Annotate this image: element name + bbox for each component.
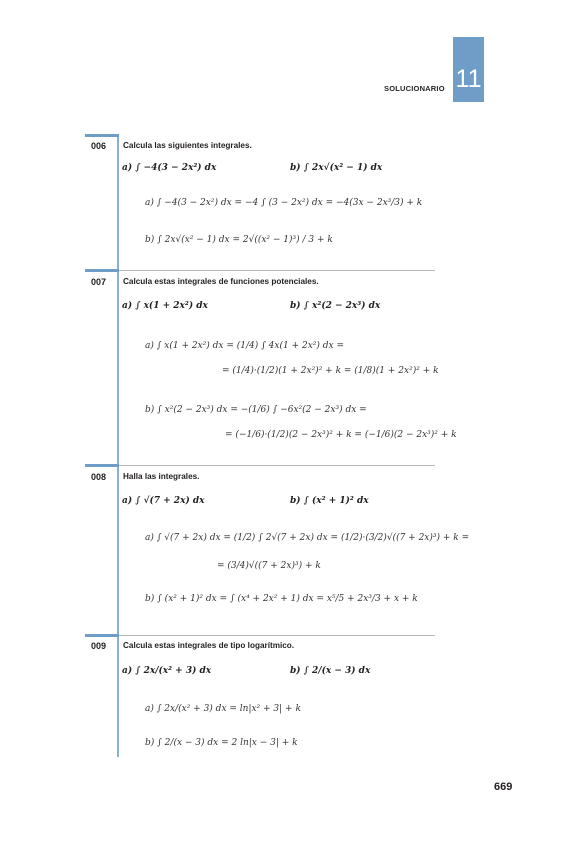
exercise-number: 008 (91, 472, 107, 482)
problem-b: b) ∫ (x² + 1)² dx (290, 496, 369, 506)
problem-b: b) ∫ 2x√(x² − 1) dx (290, 163, 383, 173)
solution-line: = (−1/6)·(1/2)(2 − 2x³)² + k = (−1/6)(2 − 2x³)² + k (225, 430, 457, 440)
problem-b: b) ∫ x²(2 − 2x³) dx (290, 301, 381, 311)
solution-line: b) ∫ 2x√(x² − 1) dx = 2√((x² − 1)³) / 3 + k (145, 235, 333, 245)
separator (119, 270, 435, 271)
solution-line: a) ∫ x(1 + 2x²) dx = (1/4) ∫ 4x(1 + 2x²) dx = (145, 341, 344, 351)
exercise-number: 006 (91, 141, 107, 151)
exercise-number: 007 (91, 277, 107, 287)
exercise-bar (85, 634, 119, 637)
exercise-number: 009 (91, 641, 107, 651)
page-number: 669 (494, 781, 513, 793)
separator (119, 465, 435, 466)
exercise-bar (85, 134, 119, 137)
exercise-bar (85, 464, 119, 467)
solution-line: = (3/4)√((7 + 2x)³) + k (217, 561, 321, 571)
solution-line: b) ∫ (x² + 1)² dx = ∫ (x⁴ + 2x² + 1) dx = x⁵/5 + 2x³/3 + x + k (145, 594, 418, 604)
problem-a: a) ∫ −4(3 − 2x²) dx (122, 163, 217, 173)
solution-line: b) ∫ x²(2 − 2x³) dx = −(1/6) ∫ −6x²(2 − 2x³) dx = (145, 405, 367, 415)
exercise-title: Calcula estas integrales de funciones potenciales. (123, 277, 319, 286)
exercise-title: Halla las integrales. (123, 472, 200, 481)
margin-line (117, 137, 119, 757)
problem-a: a) ∫ x(1 + 2x²) dx (122, 301, 208, 311)
problem-a: a) ∫ 2x/(x² + 3) dx (122, 666, 212, 676)
header-label: SOLUCIONARIO (384, 84, 445, 93)
problem-b: b) ∫ 2/(x − 3) dx (290, 666, 371, 676)
solution-line: = (1/4)·(1/2)(1 + 2x²)² + k = (1/8)(1 + 2x²)² + k (222, 366, 439, 376)
solution-line: a) ∫ −4(3 − 2x²) dx = −4 ∫ (3 − 2x²) dx = −4(3x − 2x³/3) + k (145, 198, 423, 208)
separator (119, 635, 435, 636)
chapter-number: 11 (455, 65, 482, 93)
solution-line: b) ∫ 2/(x − 3) dx = 2 ln|x − 3| + k (145, 738, 298, 748)
exercise-title: Calcula las siguientes integrales. (123, 141, 252, 150)
exercise-title: Calcula estas integrales de tipo logarítmico. (123, 641, 295, 650)
exercise-bar (85, 269, 119, 272)
problem-a: a) ∫ √(7 + 2x) dx (122, 496, 205, 506)
solution-line: a) ∫ √(7 + 2x) dx = (1/2) ∫ 2√(7 + 2x) dx = (1/2)·(3/2)√((7 + 2x)³) + k = (145, 533, 470, 543)
solution-line: a) ∫ 2x/(x² + 3) dx = ln|x² + 3| + k (145, 704, 301, 714)
